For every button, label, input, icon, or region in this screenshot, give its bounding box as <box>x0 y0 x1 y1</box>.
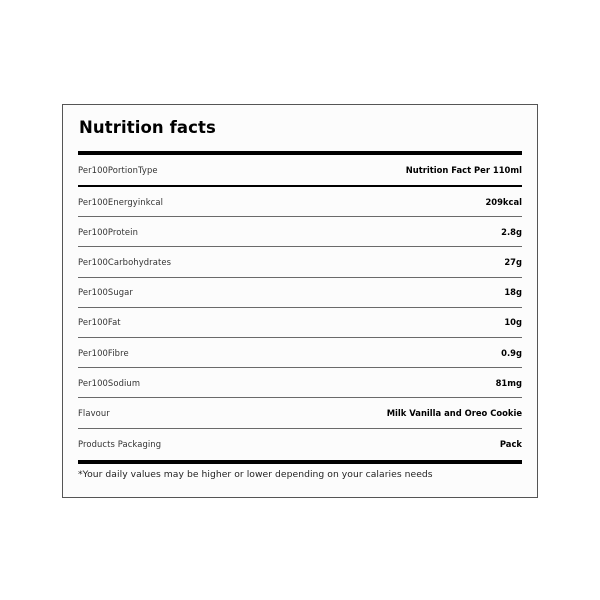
row-label: Per100Sodium <box>78 377 141 388</box>
row-value: 18g <box>504 287 522 298</box>
daily-values-footnote: *Your daily values may be higher or lower depending on your calaries needs <box>78 469 433 480</box>
table-row <box>78 368 522 398</box>
table-row <box>78 338 522 368</box>
row-label: Per100Fat <box>78 317 121 328</box>
row-label: Per100Energyinkcal <box>78 196 164 207</box>
row-value: 27g <box>504 256 522 267</box>
row-label: Flavour <box>78 407 110 418</box>
table-header-row <box>78 155 522 187</box>
row-label: Per100Protein <box>78 226 138 237</box>
table-row <box>78 429 522 459</box>
row-value: Pack <box>499 438 522 449</box>
bottom-divider <box>78 460 522 464</box>
nutrition-facts-title: Nutrition facts <box>79 118 216 137</box>
table-row <box>78 217 522 247</box>
row-value: Milk Vanilla and Oreo Cookie <box>386 407 522 418</box>
table-row <box>78 278 522 308</box>
row-label: Per100Fibre <box>78 347 129 358</box>
row-label: Per100Carbohydrates <box>78 256 172 267</box>
row-value: 209kcal <box>485 196 522 207</box>
row-value: 2.8g <box>501 226 522 237</box>
row-label: Per100Sugar <box>78 287 133 298</box>
table-row <box>78 187 522 217</box>
table-row <box>78 308 522 338</box>
row-value: 0.9g <box>501 347 522 358</box>
row-value: 10g <box>504 317 522 328</box>
nutrition-facts-panel <box>62 104 538 498</box>
table-row <box>78 398 522 428</box>
table-row <box>78 247 522 277</box>
header-value: Nutrition Fact Per 110ml <box>405 165 522 175</box>
row-label: Products Packaging <box>78 438 162 449</box>
nutrition-table <box>78 155 522 459</box>
row-value: 81mg <box>495 377 522 388</box>
header-label: Per100PortionType <box>78 165 158 175</box>
